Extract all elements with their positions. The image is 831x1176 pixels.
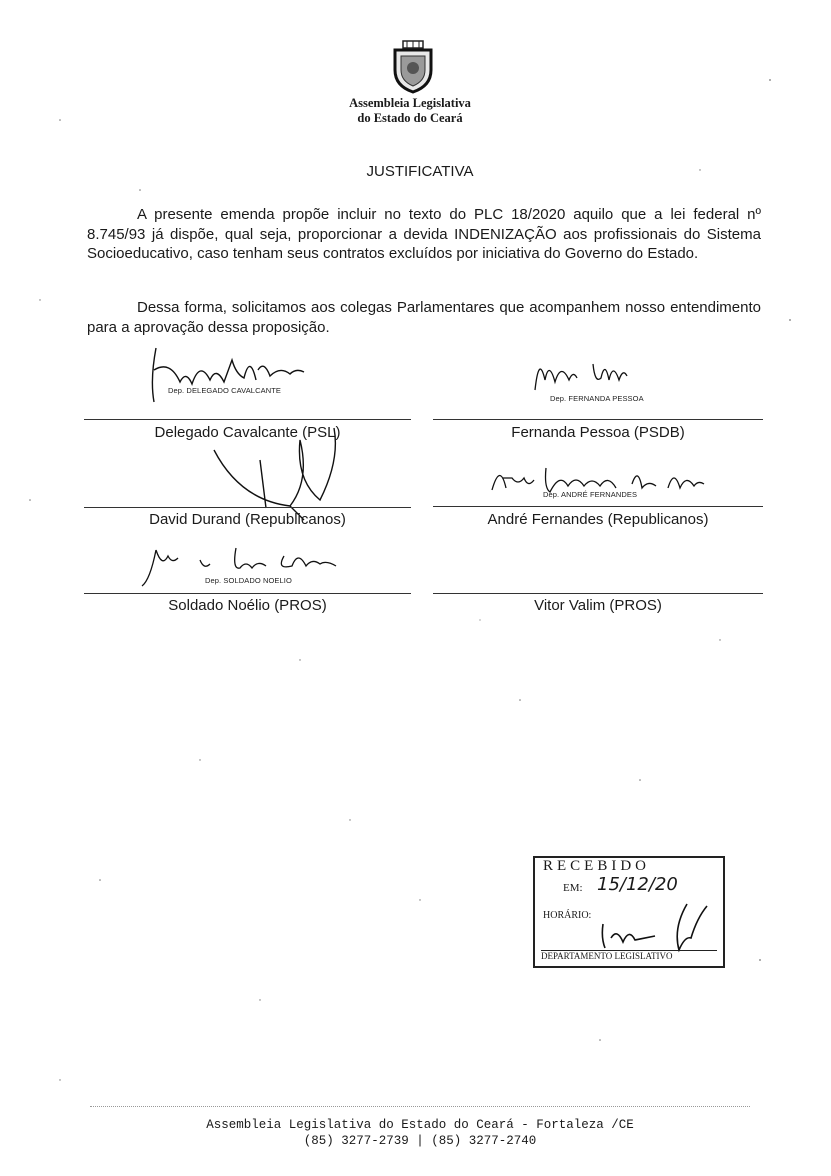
footer-phones: (85) 3277-2739 | (85) 3277-2740 [303,1134,537,1148]
received-stamp-horario-label: HORÁRIO: [543,910,592,921]
signature-delegado-cavalcante [140,340,320,410]
signatory-name-2: Fernanda Pessoa (PSDB) [511,424,685,441]
received-stamp-date: 15/12/20 [597,874,678,895]
received-stamp-initials [595,898,715,958]
signature-stamp-4: Dep. ANDRÉ FERNANDES [543,490,638,499]
organization-name [300,96,520,126]
org-line-1: Assembleia Legislativa [349,96,471,110]
received-stamp [533,856,725,968]
justification-paragraph-1: A presente emenda propõe incluir no texto do PLC 18/2020 aquilo que a lei federal nº 8.745/93 já dispõe, qual seja, proporcionar a devida INDENIZAÇÃO aos profissionais do Sistema Socioeducativo, caso tenham seus contratos excluídos por iniciativa do Governo do Estado. [87,206,761,262]
document-title: JUSTIFICATIVA [366,163,474,180]
footer-divider [90,1106,750,1107]
signature-fernanda-pessoa [515,350,635,400]
received-stamp-department: DEPARTAMENTO LEGISLATIVO [541,950,717,961]
signatory-name-1: Delegado Cavalcante (PSL) [154,424,341,441]
signature-line-2 [433,419,763,420]
signature-line-3 [84,507,411,508]
signature-stamp-5: Dep. SOLDADO NOELIO [205,576,292,585]
footer-address: Assembleia Legislativa do Estado do Ceará - Fortaleza /CE [206,1118,634,1132]
signatory-name-4: André Fernandes (Republicanos) [487,511,709,528]
org-line-2: do Estado do Ceará [357,111,463,125]
received-stamp-em-label: EM: [563,882,583,894]
signature-line-6 [433,593,763,594]
signature-stamp-1: Dep. DELEGADO CAVALCANTE [168,386,281,395]
signatory-name-3: David Durand (Republicanos) [149,511,346,528]
signatory-name-5: Soldado Noélio (PROS) [168,597,327,614]
signature-stamp-2: Dep. FERNANDA PESSOA [550,394,644,403]
justification-paragraph-2: Dessa forma, solicitamos aos colegas Parlamentares que acompanhem nosso entendimento para a aprovação dessa proposição. [87,299,761,336]
signature-line-4 [433,506,763,507]
signatory-name-6: Vitor Valim (PROS) [534,597,662,614]
coat-of-arms-icon [389,40,437,94]
received-stamp-title: RECEBIDO [543,858,650,874]
signature-line-5 [84,593,411,594]
